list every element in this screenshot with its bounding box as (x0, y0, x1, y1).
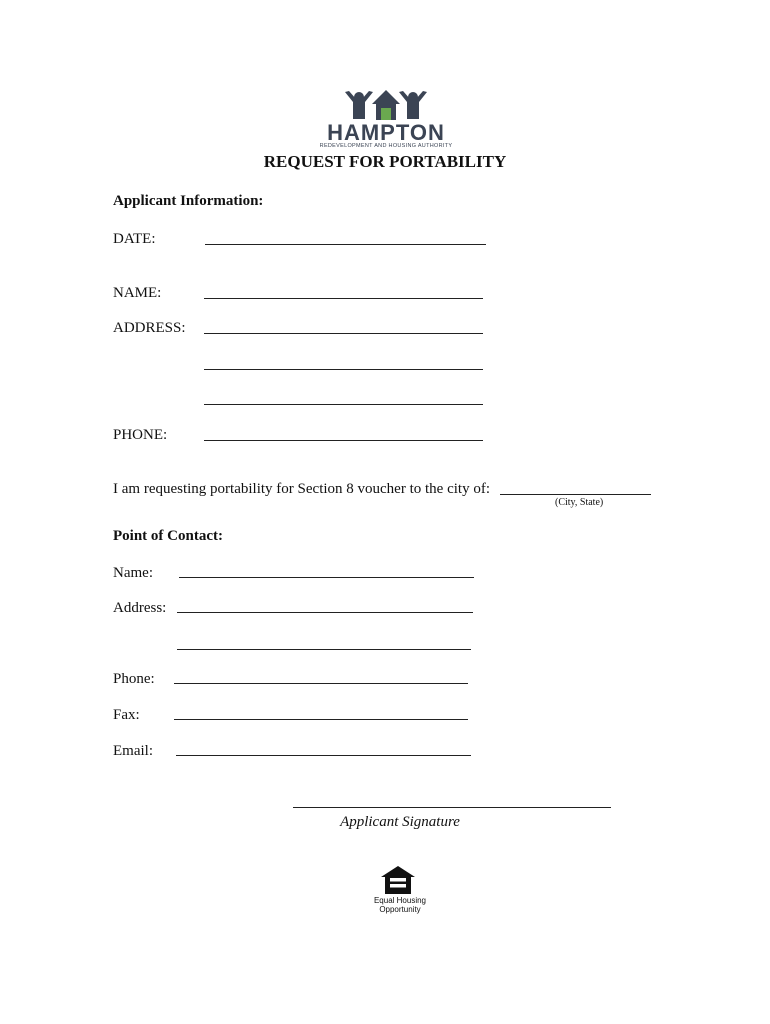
signature-label: Applicant Signature (340, 814, 460, 830)
date-label: DATE: (113, 231, 156, 247)
city-state-field[interactable] (500, 494, 651, 495)
page-title: REQUEST FOR PORTABILITY (263, 152, 507, 171)
address-field-line-1[interactable] (204, 333, 483, 334)
date-field[interactable] (205, 244, 486, 245)
signature-field[interactable] (293, 807, 611, 808)
contact-phone-field[interactable] (174, 683, 468, 684)
contact-heading: Point of Contact: (113, 528, 223, 544)
phone-field[interactable] (204, 440, 483, 441)
applicant-heading: Applicant Information: (113, 193, 264, 209)
equal-housing-icon (378, 864, 418, 896)
contact-name-field[interactable] (179, 577, 474, 578)
contact-address-field-line-1[interactable] (177, 612, 473, 613)
portability-statement: I am requesting portability for Section 8 voucher to the city of: (113, 481, 490, 497)
eho-line-2: Opportunity (379, 905, 421, 914)
address-label: ADDRESS: (113, 320, 186, 336)
name-field[interactable] (204, 298, 483, 299)
logo-wordmark: HAMPTON (327, 120, 445, 145)
logo-subtitle: REDEVELOPMENT AND HOUSING AUTHORITY (319, 143, 453, 149)
contact-address-label: Address: (113, 600, 167, 616)
hampton-logo (312, 86, 460, 150)
contact-email-label: Email: (113, 743, 153, 759)
contact-fax-field[interactable] (174, 719, 468, 720)
contact-phone-label: Phone: (113, 671, 155, 687)
name-label: NAME: (113, 285, 162, 301)
contact-email-field[interactable] (176, 755, 471, 756)
contact-name-label: Name: (113, 565, 153, 581)
contact-address-field-line-2[interactable] (177, 649, 471, 650)
address-field-line-3[interactable] (204, 404, 483, 405)
eho-line-1: Equal Housing (373, 896, 427, 905)
address-field-line-2[interactable] (204, 369, 483, 370)
contact-fax-label: Fax: (113, 707, 140, 723)
city-state-hint: (City, State) (555, 497, 604, 508)
houses-people-icon (312, 86, 460, 122)
phone-label: PHONE: (113, 427, 168, 443)
